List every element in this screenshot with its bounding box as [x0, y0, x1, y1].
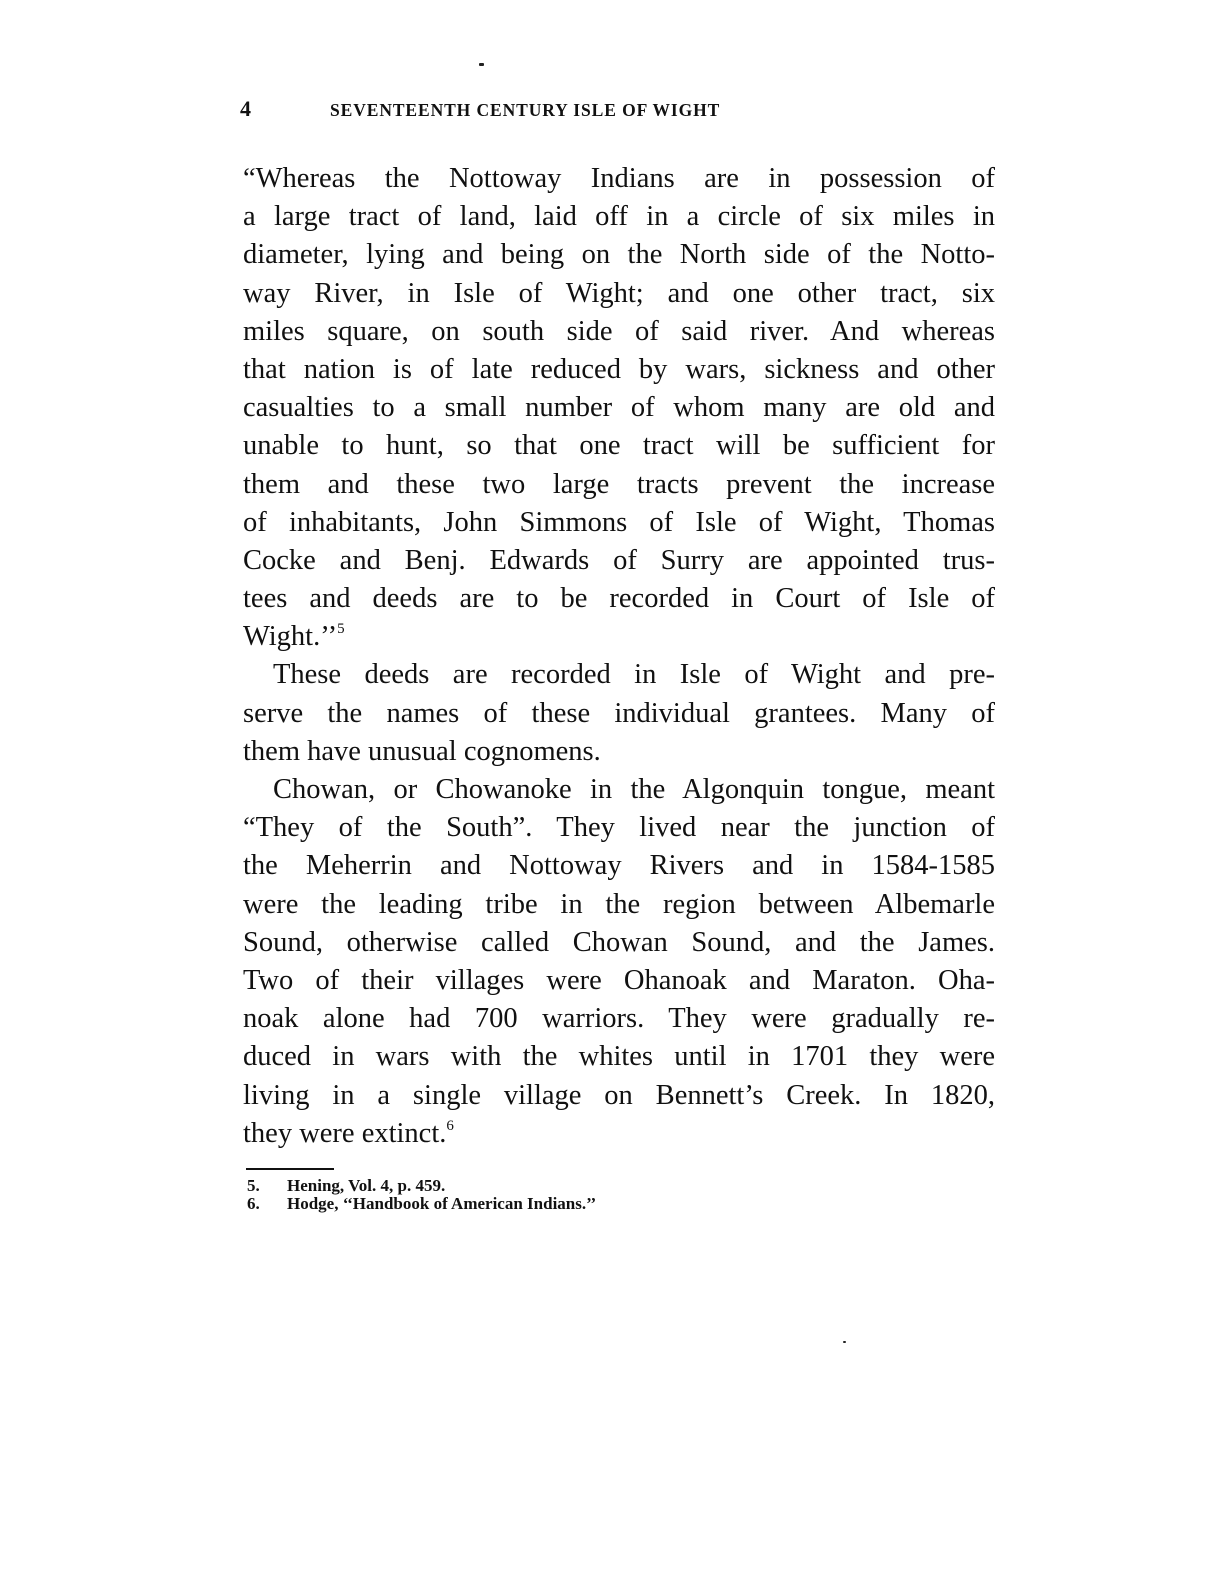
page-number: 4 — [240, 96, 251, 121]
text-line: them have unusual cognomens. — [243, 735, 601, 767]
text-line: Chowan, or Chowanoke in the Algonquin tongue, meant — [273, 774, 995, 805]
text-line: a large tract of land, laid off in a circle of six miles in — [243, 201, 995, 233]
text-line: the Meherrin and Nottoway Rivers and in 1584-1585 — [243, 850, 995, 882]
footnote-number: 6. — [247, 1194, 260, 1213]
text-line: living in a single village on Bennett’s Creek. In 1820, — [243, 1079, 995, 1111]
text-line: casualties to a small number of whom many are old and — [243, 392, 995, 424]
footnote-reference-6[interactable]: 6 — [446, 1117, 454, 1134]
footnote-text: Hening, Vol. 4, p. 459. — [287, 1176, 446, 1195]
footnote-text: Hodge, ‘‘Handbook of American Indians.’’ — [287, 1194, 597, 1213]
text-line: tees and deeds are to be recorded in Court of Isle of — [243, 583, 995, 615]
text-line — [243, 1115, 995, 1153]
text-line: These deeds are recorded in Isle of Wight and pre- — [273, 659, 995, 691]
text-line: miles square, on south side of said river. And whereas — [243, 315, 995, 347]
text-line-content: Wight.’’ — [243, 621, 338, 653]
footnote-number: 5. — [247, 1176, 260, 1195]
running-title: SEVENTEENTH CENTURY ISLE OF WIGHT — [330, 100, 721, 120]
paragraph-deeds — [243, 656, 995, 771]
text-line: “They of the South”. They lived near the junction of — [243, 812, 995, 844]
scan-speck-bottom — [843, 1341, 846, 1343]
text-line: Cocke and Benj. Edwards of Surry are appointed trus- — [243, 544, 995, 576]
text-line: Sound, otherwise called Chowan Sound, and the James. — [243, 926, 995, 958]
paragraph-quotation — [243, 160, 995, 656]
text-line: were the leading tribe in the region between Albemarle — [243, 888, 995, 920]
text-line: them and these two large tracts prevent the increase — [243, 468, 995, 500]
text-line-content: they were extinct. — [243, 1117, 447, 1149]
text-line: way River, in Isle of Wight; and one other tract, six — [243, 277, 995, 309]
body-text — [243, 160, 995, 1153]
running-head — [240, 96, 866, 126]
text-line: Two of their villages were Ohanoak and Maraton. Oha- — [243, 964, 995, 996]
footnote-divider — [246, 1168, 334, 1170]
text-line: of inhabitants, John Simmons of Isle of Wight, Thomas — [243, 506, 995, 538]
text-line: duced in wars with the whites until in 1701 they were — [243, 1041, 995, 1073]
paragraph-chowan — [243, 771, 995, 1153]
text-line: “Whereas the Nottoway Indians are in possession of — [243, 163, 995, 194]
scan-speck-top — [479, 63, 484, 66]
footnote-reference-5[interactable]: 5 — [337, 621, 345, 638]
text-line: diameter, lying and being on the North side of the Notto- — [243, 239, 995, 271]
text-line: noak alone had 700 warriors. They were gradually re- — [243, 1003, 995, 1035]
text-line: serve the names of these individual grantees. Many of — [243, 697, 995, 729]
footnote-5 — [247, 1177, 847, 1195]
footnotes — [247, 1177, 847, 1213]
footnote-6 — [247, 1195, 847, 1213]
text-line — [243, 618, 995, 656]
text-line: unable to hunt, so that one tract will be sufficient for — [243, 430, 995, 462]
text-line: that nation is of late reduced by wars, sickness and other — [243, 353, 995, 385]
